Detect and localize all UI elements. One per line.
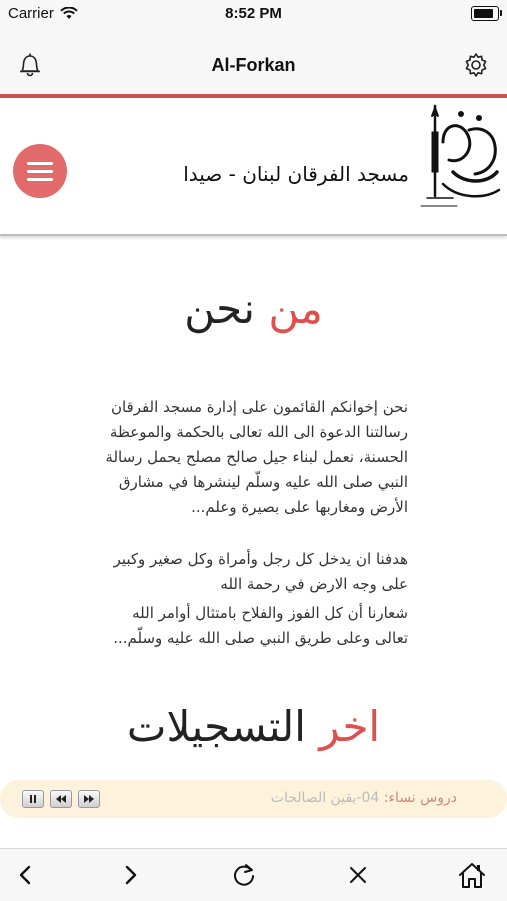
nav-bar	[0, 28, 507, 94]
about-paragraph-1: نحن إخوانكم القائمون على إدارة مسجد الفرقان رسالتنا الدعوة الى الله تعالى بالحكمة والموعظة الحسنة، نعمل لبناء جيل صالح مصلح يحمل رسالة النبي صلى الله عليه وسلّم لينشرها في مشارق الأرض ومغاربها على بصيرة وعلم...	[105, 398, 408, 516]
chevron-left-icon[interactable]	[10, 861, 40, 889]
player-controls	[22, 790, 100, 808]
fast-forward-icon[interactable]	[78, 790, 100, 808]
site-header	[0, 98, 507, 236]
chevron-right-icon[interactable]	[116, 861, 146, 889]
browser-toolbar	[0, 848, 507, 901]
about-heading-highlight: من	[268, 284, 323, 333]
rewind-icon[interactable]	[50, 790, 72, 808]
track-title: 04-يقين الصالحات	[270, 790, 380, 806]
hamburger-menu-icon[interactable]	[13, 144, 67, 198]
status-bar	[0, 0, 507, 28]
about-paragraph-2: هدفنا ان يدخل كل رجل وأمراة وكل صغير وكبير على وجه الارض في رحمة الله	[113, 550, 408, 593]
recordings-heading-rest: التسجيلات	[126, 702, 306, 751]
mosque-logo	[413, 102, 503, 214]
nav-title: Al-Forkan	[211, 55, 296, 75]
reload-icon[interactable]	[229, 861, 259, 889]
gear-icon[interactable]	[463, 52, 489, 78]
audio-player	[0, 780, 507, 818]
site-title: مسجد الفرقان لبنان - صيدا	[183, 162, 409, 186]
pause-icon[interactable]	[22, 790, 44, 808]
carrier-label: Carrier	[8, 5, 54, 22]
track-info	[271, 790, 457, 806]
about-heading	[0, 284, 507, 333]
track-category: دروس نساء:	[383, 790, 457, 806]
about-heading-rest: نحن	[184, 284, 255, 333]
about-paragraph-3: شعارنا أن كل الفوز والفلاح بامتثال أوامر الله تعالى وعلى طريق النبي صلى الله عليه وسلّم...	[113, 604, 408, 647]
battery-icon	[471, 6, 499, 21]
home-icon[interactable]	[457, 861, 487, 889]
recordings-heading	[0, 702, 507, 751]
recordings-heading-highlight: اخر	[319, 702, 381, 751]
status-time: 8:52 PM	[225, 5, 282, 22]
close-icon[interactable]	[343, 861, 373, 889]
